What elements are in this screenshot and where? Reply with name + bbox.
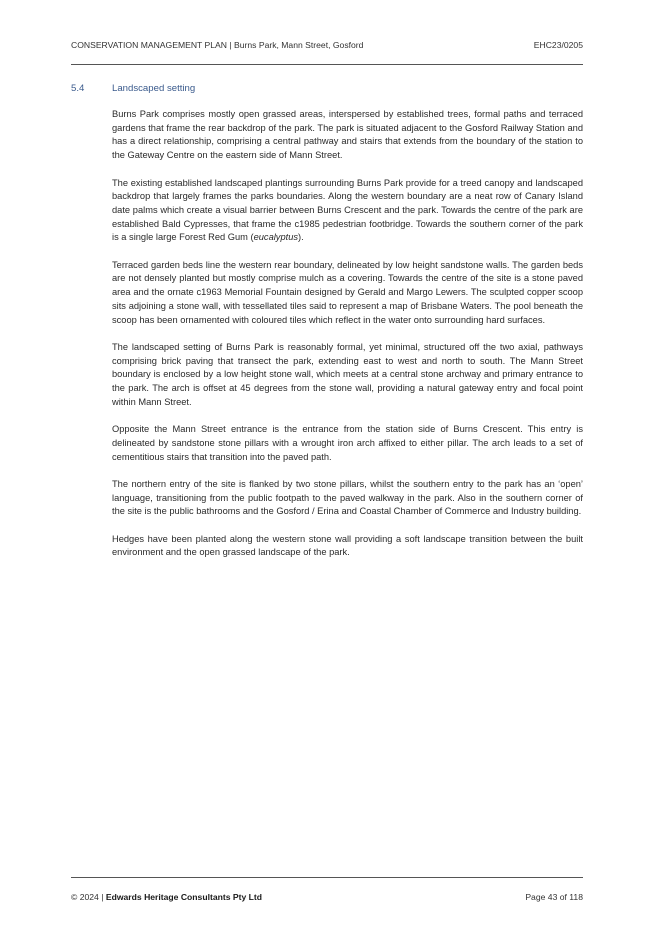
section-body	[112, 108, 583, 574]
section-title: Landscaped setting	[112, 83, 196, 94]
paragraph: Opposite the Mann Street entrance is the entrance from the station side of Burns Crescent. This entry is delineated by sandstone stone pillars with a wrought iron arch affixed to either pillar. The arch leads to a set of cementitious stairs that transition into the paved path.	[112, 424, 583, 462]
section-heading	[71, 83, 583, 94]
species-name: eucalyptus	[253, 232, 299, 243]
page-header	[71, 40, 583, 50]
paragraph: The northern entry of the site is flanked by two stone pillars, whilst the southern entry to the park has an ‘open’ language, transitioning from the public footpath to the paved walkway in the park. Also in the southern corner of the site is the public bathrooms and the Gosford / Erina and Coastal Chamber of Commerce and Industry building.	[112, 478, 583, 517]
company-name: Edwards Heritage Consultants Pty Ltd	[105, 892, 263, 902]
document-reference: EHC23/0205	[533, 40, 583, 50]
paragraph: Terraced garden beds line the western rear boundary, delineated by low height sandstone walls. The garden beds are not densely planted but mostly comprise mulch as a covering. Towards the centre of the site is a stone paved area and the ornate c1963 Memorial Fountain designed by Gerald and Margo Lewers. The sculpted copper scoop sits adjoining a stone wall, with tessellated tiles said to represent a map of Brisbane Waters. The pool beneath the scoop has been ornamented with coloured tiles which reflect in the water onto surrounding hard surfaces.	[112, 259, 583, 325]
page-number: Page 43 of 118	[525, 892, 583, 902]
paragraph: Hedges have been planted along the western stone wall providing a soft landscape transition between the built environment and the open grassed landscape of the park.	[112, 533, 583, 558]
header-divider	[71, 64, 583, 65]
paragraph-tail: ).	[298, 232, 304, 243]
paragraph-text: The existing established landscaped plantings surrounding Burns Park provide for a treed canopy and landscaped backdrop that largely frames the parks boundaries. Along the western boundary are a neat row of Canary Island date palms which create a visual barrier between Burns Crescent and the park. Towards the centre of the park are established Bald Cypresses, that frame the c1985 pedestrian footbridge. Towards the southern corner of the park is a single large Forest Red Gum (	[112, 177, 583, 243]
page-footer	[71, 892, 583, 902]
paragraph	[112, 177, 583, 246]
copyright-text: © 2024 |	[71, 892, 106, 902]
footer-divider	[71, 877, 583, 878]
section-number: 5.4	[71, 83, 85, 94]
paragraph: The landscaped setting of Burns Park is reasonably formal, yet minimal, structured off the two axial, pathways comprising brick paving that transect the park, extending east to west and north to south. The Mann Street boundary is enclosed by a low height stone wall, which meets at a central stone archway and primary entrance to the park. The arch is offset at 45 degrees from the stone wall, providing a natural gateway entry and focal point within Mann Street.	[112, 341, 583, 407]
paragraph: Burns Park comprises mostly open grassed areas, interspersed by established trees, formal paths and terraced gardens that frame the rear backdrop of the park. The park is situated adjacent to the Gosford Railway Station and has a direct relationship, comprising a central pathway and stairs that extends from the boundary of the station to the Gateway Centre on the eastern side of Mann Street.	[112, 109, 583, 161]
footer-copyright	[71, 892, 262, 902]
document-title: CONSERVATION MANAGEMENT PLAN | Burns Park, Mann Street, Gosford	[71, 40, 364, 50]
